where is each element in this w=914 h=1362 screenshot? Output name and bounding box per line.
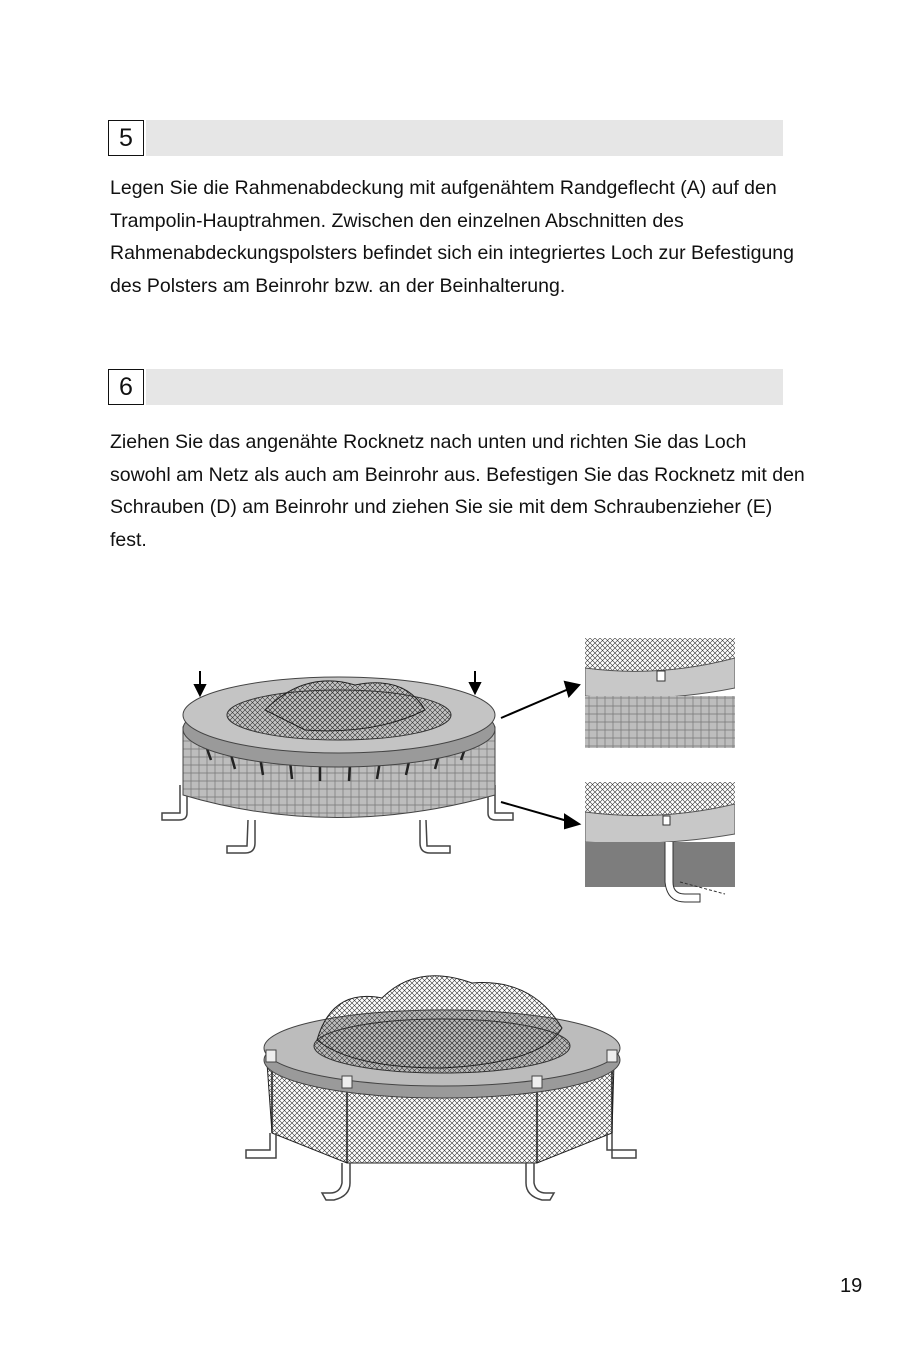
step-5-header-bar — [146, 120, 783, 156]
step-6-text: Ziehen Sie das angenähte Rocknetz nach unten und richten Sie das Loch sowohl am Netz als auch am Beinrohr aus. Befestigen Sie das Rocknetz mit den Schrauben (D) am Beinrohr und ziehen Sie sie mit dem Schraubenzieher (E) fest. — [110, 431, 805, 551]
pointer-arrows — [495, 680, 585, 830]
detail-image-top — [585, 638, 735, 748]
step-6-header-bar — [146, 369, 783, 405]
step-5-text: Legen Sie die Rahmenabdeckung mit aufgenähtem Randgeflecht (A) auf den Trampolin-Hauptrahmen. Zwischen den einzelnen Abschnitten des Rahmenabdeckungspolsters befindet sich ein integriertes Loch zur Befestigung des Polsters am Beinrohr bzw. an der Beinhalterung. — [110, 177, 794, 297]
step-6-number: 6 — [108, 369, 144, 405]
detail-image-bottom — [585, 782, 735, 917]
step-6-header — [108, 369, 783, 405]
trampoline-illustration-bottom — [242, 968, 642, 1208]
step-5-header — [108, 120, 783, 156]
trampoline-illustration-top — [155, 665, 515, 905]
step-5-number: 5 — [108, 120, 144, 156]
page-number: 19 — [840, 1275, 863, 1297]
